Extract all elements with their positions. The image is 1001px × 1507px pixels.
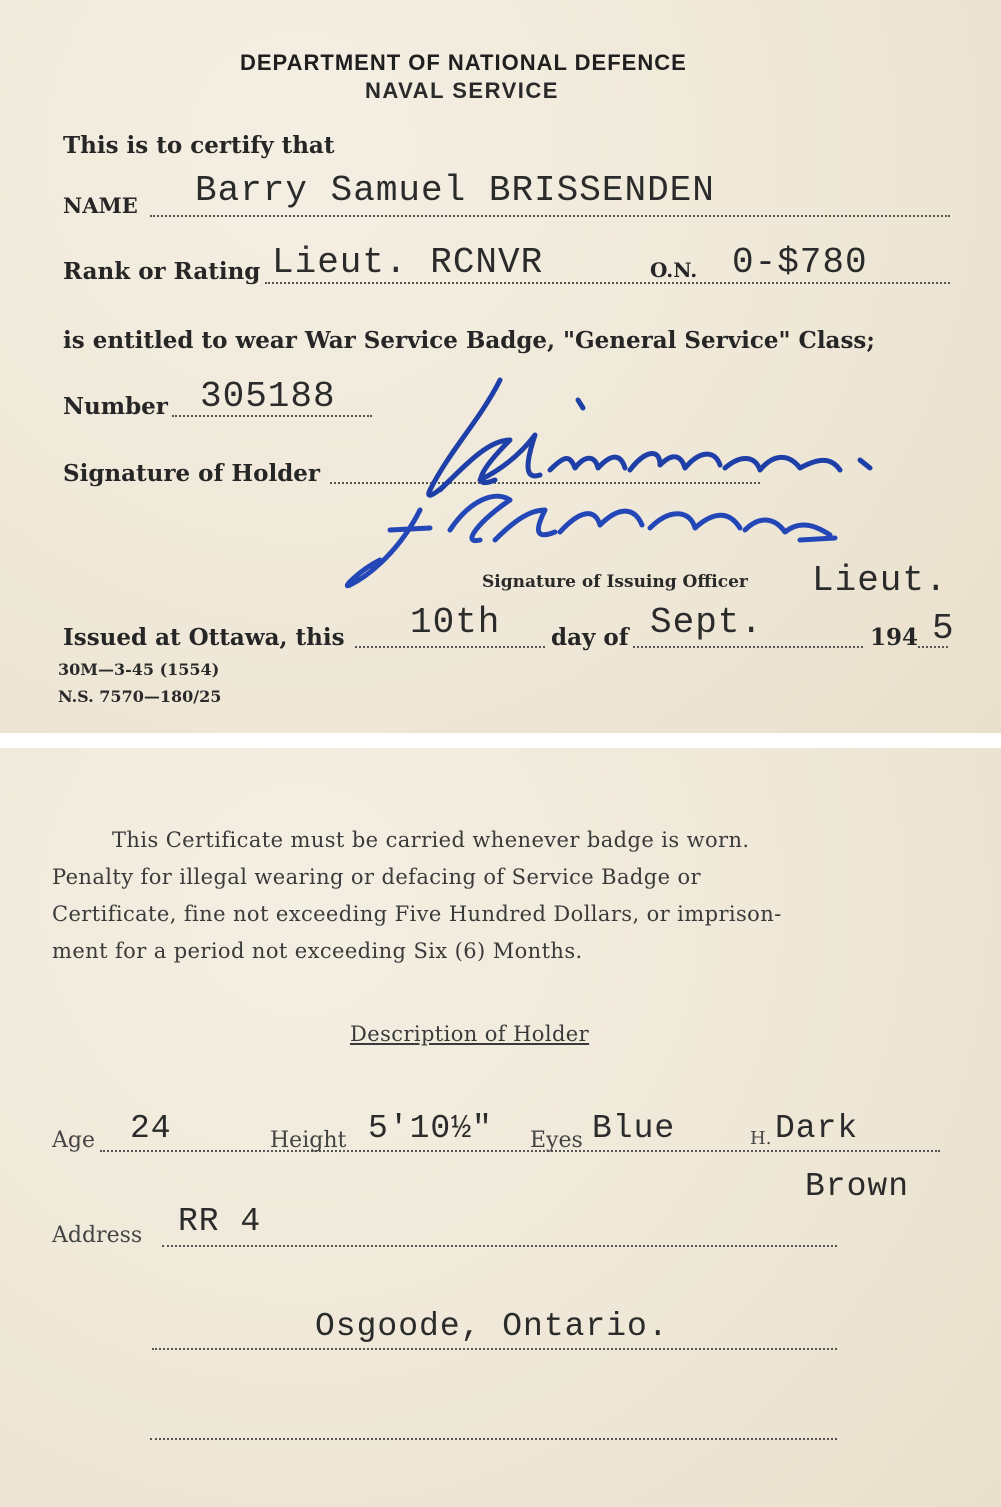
issued-day-line xyxy=(355,646,545,648)
hair-value-line2: Brown xyxy=(805,1168,910,1205)
service-heading: NAVAL SERVICE xyxy=(365,78,559,103)
eyes-label: Eyes xyxy=(530,1128,583,1153)
notice-line-3: Certificate, fine not exceeding Five Hundred Dollars, or imprison- xyxy=(52,902,782,926)
rank-value: Lieut. RCNVR xyxy=(272,242,544,283)
form-code-line2: N.S. 7570—180/25 xyxy=(58,687,222,706)
address-dotted-line-1 xyxy=(162,1245,837,1247)
on-number-value: 0-$780 xyxy=(732,242,868,283)
address-label: Address xyxy=(52,1223,143,1248)
issuing-officer-rank: Lieut. xyxy=(812,560,948,601)
issuing-officer-label: Signature of Issuing Officer xyxy=(482,572,748,592)
notice-line-1: This Certificate must be carried whenever badge is worn. xyxy=(112,828,750,852)
age-value: 24 xyxy=(130,1110,172,1147)
height-label: Height xyxy=(270,1128,347,1153)
hair-value-line1: Dark xyxy=(775,1110,859,1147)
year-suffix-value: 5 xyxy=(932,608,955,649)
description-dotted-line xyxy=(100,1150,940,1152)
year-prefix: 194 xyxy=(870,624,919,651)
day-of-label: day of xyxy=(551,624,629,651)
form-code-line1: 30M—3-45 (1554) xyxy=(58,660,220,679)
card-separator xyxy=(0,733,1001,748)
name-dotted-line xyxy=(150,215,950,217)
address-line-1: RR 4 xyxy=(178,1203,262,1240)
issued-month-line xyxy=(633,646,863,648)
holder-signature-image xyxy=(330,360,880,600)
address-line-2: Osgoode, Ontario. xyxy=(315,1308,669,1345)
age-label: Age xyxy=(52,1128,95,1153)
entitlement-text: is entitled to wear War Service Badge, "General Service" Class; xyxy=(63,327,875,354)
holder-signature-label: Signature of Holder xyxy=(63,460,321,487)
issued-day-value: 10th xyxy=(410,602,501,643)
address-dotted-line-3 xyxy=(150,1438,837,1440)
department-heading: DEPARTMENT OF NATIONAL DEFENCE xyxy=(240,50,687,75)
eyes-value: Blue xyxy=(592,1110,676,1147)
certificate-front xyxy=(0,0,1001,733)
notice-line-2: Penalty for illegal wearing or defacing of Service Badge or xyxy=(52,865,701,889)
number-label: Number xyxy=(63,393,168,420)
issued-label: Issued at Ottawa, this xyxy=(63,624,345,651)
height-value: 5'10½" xyxy=(368,1110,493,1147)
issued-month-value: Sept. xyxy=(650,602,764,643)
notice-line-4: ment for a period not exceeding Six (6) Months. xyxy=(52,939,583,963)
name-label: NAME xyxy=(63,193,138,218)
name-value: Barry Samuel BRISSENDEN xyxy=(195,170,715,211)
hair-label: H. xyxy=(750,1128,772,1149)
on-label: O.N. xyxy=(650,258,698,282)
address-dotted-line-2 xyxy=(152,1348,837,1350)
certificate-back xyxy=(0,748,1001,1507)
rank-label: Rank or Rating xyxy=(63,258,261,285)
certify-text: This is to certify that xyxy=(63,132,335,159)
badge-number-value: 305188 xyxy=(200,376,336,417)
description-title: Description of Holder xyxy=(350,1022,590,1046)
